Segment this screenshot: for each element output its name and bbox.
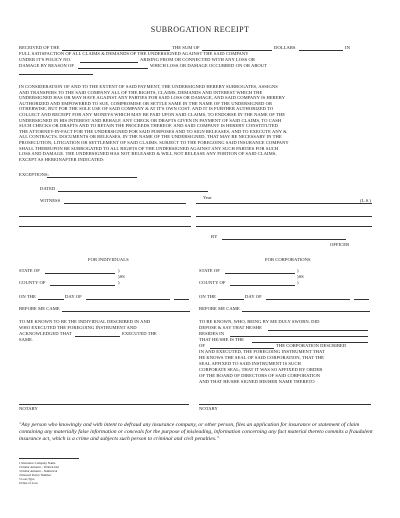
body-line: SUCH CHECKS OR DRAFTS AND TO RETAIN THE PROCEEDS THEREOF. AND SAID COMPANY IS HEREBY CONSTITUTED	[19, 123, 278, 129]
corp-paren: )	[297, 280, 299, 285]
ind-state-field[interactable]	[45, 273, 115, 274]
footnote-divider	[19, 458, 79, 459]
corp-state-label: STATE OF	[199, 268, 220, 273]
ind-paren: )	[118, 268, 120, 273]
corp-paren: )	[297, 268, 299, 273]
ind-month-field[interactable]	[86, 299, 170, 300]
exceptions-field[interactable]	[47, 177, 137, 178]
corp-ack-line: DEPOSE & SAY THAT HE/SHE	[199, 325, 262, 330]
received-of-label: RECEIVED OF THE	[19, 45, 60, 50]
ind-ack-pronoun-field[interactable]	[75, 336, 120, 337]
body-line: LOSS AND DAMAGE. THE UNDERSIGNED HAS NOT RELEASED & WILL NOT RELEASE ANY PORTION OF SAID CLAIMS,	[19, 151, 277, 157]
ind-ack-line: TO ME KNOWN TO BE THE INDIVIDUAL DESCRIBED IN AND	[19, 319, 151, 324]
year-label: Year	[203, 195, 212, 200]
body-line: PROSECUTION, LITIGATION OR SETTLEMENT OF SAID CLAIMS. SUBJECT TO THE FOREGOING SAID INSURANCE COMPANY	[19, 140, 289, 145]
ind-notary-label: NOTARY	[19, 406, 38, 411]
corp-year-field[interactable]	[354, 299, 369, 300]
ls-label: (L.S.)	[360, 198, 372, 203]
corp-month-field[interactable]	[266, 299, 350, 300]
corp-resides-field[interactable]	[230, 336, 368, 337]
ind-notary-signature-field[interactable]	[19, 404, 189, 405]
officer-label: OFFICER	[330, 242, 350, 247]
footnote-item: 2 Dollar Amount – Written Out	[19, 465, 59, 469]
corp-ack-line: RESIDES IN	[199, 331, 225, 336]
ind-paren: )	[118, 280, 120, 285]
ind-ack-line: EXECUTED THE	[122, 331, 157, 336]
corp-ack-line: IN AND EXECUTED, THE FOREGOING INSTRUMENT THAT	[199, 349, 325, 354]
ind-ss-label: )SS	[118, 274, 125, 279]
witness-field[interactable]	[64, 203, 186, 204]
ind-year-field[interactable]	[174, 299, 189, 300]
full-satisfaction-text: FULL SATISFACTION OF ALL CLAIMS & DEMANDS OF THE UNDERSIGNED AGAINST THE SAID COMPANY	[19, 51, 249, 56]
ind-state-label: STATE OF	[19, 268, 40, 273]
witness-address-line-1[interactable]	[19, 216, 191, 217]
ind-county-label: COUNTY OF	[19, 280, 46, 285]
body-line: THE ATTORNEY-IN-FACT FOR THE UNDERSIGNED FOR SAID PURPOSES AND TO SIGN RELEASES, AND TO EXECUTE ANY &	[19, 128, 287, 134]
dollars-label: DOLLARS	[274, 45, 296, 50]
corp-county-field[interactable]	[230, 285, 295, 286]
corp-deposes-field[interactable]	[268, 330, 368, 331]
policy-number-field[interactable]	[80, 62, 138, 63]
document-title: SUBROGATION RECEIPT	[150, 25, 250, 34]
policy-no-label: UNDER IT'S POLICY NO.	[19, 57, 72, 62]
corp-before-me-field[interactable]	[242, 311, 370, 312]
corp-notary-label: NOTARY	[199, 406, 218, 411]
corp-ack-line: AND THAT HE/SHE SIGNED HIS/HER NAME THERETO	[199, 379, 315, 384]
loss-occurred-text: WHICH LOSS OR DAMAGE OCCURRED ON OR ABOUT	[150, 63, 268, 68]
ind-before-me-field[interactable]	[62, 311, 190, 312]
ind-ack-line: WHO EXECUTED THE FOREGOING INSTRUMENT AND	[19, 325, 137, 330]
footnote-item: 6 Date of Loss	[19, 481, 38, 485]
footnote-item: 4 Insured Policy Number	[19, 473, 52, 477]
damage-by-reason-label: DAMAGE BY REASON OF	[19, 63, 75, 68]
corp-ack-line: THAT HE/SHE IS THE	[199, 337, 245, 342]
corp-ack-line: SEAL AFFIXED TO SAID INSTRUMENT IS SUCH	[199, 361, 301, 366]
corp-ack-line: HE KNOWS THE SEAL OF SAID CORPORATION, THAT THE	[199, 355, 324, 360]
signer-address-line-2[interactable]	[196, 226, 372, 227]
dated-field[interactable]	[58, 191, 208, 192]
body-line: COLLECT AND RECEIPT FOR ANY MONEYS WHICH MAY BE PAID UPON SAID CLAIMS, TO ENDORSE IN THE NAME OF THE	[19, 112, 286, 117]
body-line: SHALL THEREUPON BE SUBROGATED TO ALL RIGHTS OF THE UNDERSIGNED AGAINST ANY SUCH PARTIES FOR SUCH	[19, 145, 279, 151]
body-line: UNDERSIGNED HAS OR MAY HAVE AGAINST ANY PARTIES FOR SAID LOSS OR DAMAGE, AND SAID COMPANY IS HEREBY	[19, 95, 286, 101]
signer-address-line-1[interactable]	[196, 216, 372, 217]
corp-before-me-label: BEFORE ME CAME	[199, 306, 240, 311]
fraud-warning-text: "Any person who knowingly and with intent to defraud any insurance company, or other person, files an application for insurance or statement of claim containing any materially false information or conceals for the purpose of misleading, information concerning any fact material thereto commits a fraudulent insurance act, which is a crime and subjects such person to criminal and civil penalties."	[19, 422, 373, 442]
corp-ack-line: OF THE BOARD OF DIRECTORS OF SAID CORPORATION	[199, 373, 321, 378]
exceptions-label: EXCEPTIONS:	[19, 172, 49, 177]
footnote-item: 5 Loss Type	[19, 477, 35, 481]
corp-ack-line: CORPORATE SEAL; THAT IT WAS SO AFFIXED BY ORDER	[199, 367, 323, 372]
corp-on-the-label: ON THE	[199, 294, 216, 299]
ind-ack-line: SAME.	[19, 337, 34, 342]
corporations-heading: FOR CORPORATIONS	[265, 257, 311, 262]
dated-label: DATED	[40, 186, 56, 191]
loss-type-field[interactable]	[78, 68, 148, 69]
witness-label: WITNESS	[40, 198, 61, 203]
corp-ack-line: OF	[199, 343, 205, 348]
footnote-item: 3 Dollar Amount – Numerical	[19, 469, 58, 473]
corp-day-of-label: DAY OF	[245, 294, 262, 299]
individuals-heading: FOR INDIVIDUALS	[88, 257, 129, 262]
ind-county-field[interactable]	[50, 285, 115, 286]
sum-of-label: THE SUM OF	[172, 45, 200, 50]
ind-on-the-label: ON THE	[19, 294, 36, 299]
ind-ack-line: ACKNOWLEDGED THAT	[19, 331, 72, 336]
body-line: EXCEPT AS HEREINAFTER INDICATED:	[19, 156, 105, 162]
corp-state-field[interactable]	[225, 273, 295, 274]
ind-day-field[interactable]	[38, 299, 64, 300]
corp-ack-line: THE CORPORATION DESCRIBED	[276, 343, 347, 348]
corp-notary-signature-field[interactable]	[199, 404, 371, 405]
body-line: AUTHORIZED AND EMPOWERED TO SUE, COMPROMISE OR SETTLE SAME IN THE NAME OF THE UNDERSIGNED OR	[19, 100, 273, 106]
in-label: IN	[345, 45, 350, 50]
body-line: IN CONSIDERATION OF AND TO THE EXTENT OF SAID PAYMENT, THE UNDERSIGNED HEREBY SUBROGATES, ASSIGNS	[19, 84, 278, 89]
dollar-numeric-field[interactable]	[299, 50, 343, 51]
body-line: OTHERWISE, BUT FOR THE SOLE USE OF SAID COMPANY & AT IT'S OWN COST. AND IT IS FURTHER AUTHORIZED TO	[19, 106, 274, 112]
by-signature-field[interactable]	[222, 239, 346, 240]
ind-day-of-label: DAY OF	[65, 294, 82, 299]
ind-before-me-label: BEFORE ME CAME	[19, 306, 60, 311]
signature-field[interactable]	[196, 203, 372, 204]
witness-address-line-2[interactable]	[19, 226, 191, 227]
corp-county-label: COUNTY OF	[199, 280, 226, 285]
by-label: BY	[211, 234, 218, 239]
corp-ss-label: )SS	[297, 274, 304, 279]
footnote-item: 1 Insurance Company Name	[19, 461, 56, 465]
corp-day-field[interactable]	[218, 299, 244, 300]
body-line: UNDERSIGNED IN HIS INTEREST AND BEHALF, ANY CHECK OR DRAFTS GIVEN IN PAYMENT OF SAID CLAIMS, TO CASH	[19, 117, 282, 123]
corp-ack-line: TO BE KNOWN, WHO, BEING BY ME DULY SWORN, DID	[199, 319, 320, 324]
date-of-loss-field[interactable]	[19, 74, 93, 75]
arising-from-text: ARISING FROM OR CONNECTED WITH ANY LOSS OR	[140, 57, 256, 62]
body-line: ALL CONTRACTS, DOCUMENTS OR RELEASES, IN THE NAME OF THE UNDERSIGNED, THAT MAY BE NECESSARY IN THE	[19, 134, 282, 140]
body-line: AND TRANSFERS TO THE SAID COMPANY ALL OF THE RIGHTS, CLAIMS, DEMANDS AND INTEREST WHICH THE	[19, 89, 263, 95]
